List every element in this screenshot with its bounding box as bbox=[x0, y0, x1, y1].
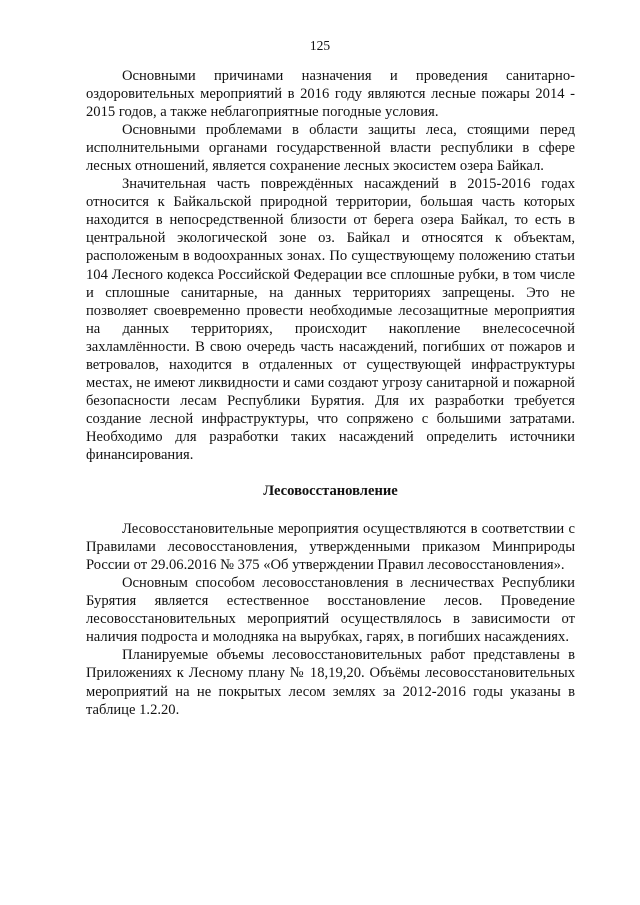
paragraph-planned-volumes: Планируемые объемы лесовосстановительных работ представлены в Приложениях к Лесному плану № 18,19,20. Объёмы лесовосстановительных мероприятий на не покрытых лесом землях за 2012-2016 годы указаны в таблице 1.2.20. bbox=[86, 647, 575, 718]
paragraph-protection-problems: Основными проблемами в области защиты леса, стоящими перед исполнительными органами государственной власти республики в сфере лесных отношений, является сохранение лесных экосистем озера Байкал. bbox=[86, 122, 575, 175]
paragraph-reforestation-method: Основным способом лесовосстановления в лесничествах Республики Бурятия является естественное восстановление лесов. Проведение лесовосстановительных мероприятий осуществлялось в зависимости от наличия подроста и молодняка на вырубках, гарях, в погибших насаждениях. bbox=[86, 575, 575, 646]
document-body bbox=[86, 67, 575, 719]
paragraph-damaged-stands: Значительная часть повреждённых насаждений в 2015-2016 годах относится к Байкальской природной территории, большая часть которых находится в непосредственной близости от берега озера Байкал, то есть в центральной экологической зоне оз. Байкал и относятся к объектам, расположеным в водоохранных зонах. По существующему положению статьи 104 Лесного кодекса Российской Федерации все сплошные рубки, в том числе и сплошные санитарные, на данных территориях запрещены. Это не позволяет своевременно провести необходимые лесозащитные мероприятия на данных территориях, происходит накопление внелесосечной захламлённости. В свою очередь часть насаждений, погибших от пожаров и ветровалов, находится в отдаленных от существующей инфраструктуры местах, не имеют ликвидности и сами создают угрозу санитарной и пожарной безопасности лесам Республики Бурятия. Для их разработки требуется создание лесной инфраструктуры, что сопряжено с большими затратами. Необходимо для разработки таких насаждений определить источники финансирования. bbox=[86, 176, 575, 463]
paragraph-sanitary-reasons: Основными причинами назначения и проведения санитарно-оздоровительных мероприятий в 2016 году являются лесные пожары 2014 - 2015 годов, а также неблагоприятные погодные условия. bbox=[86, 68, 575, 121]
paragraph-reforestation-rules: Лесовосстановительные мероприятия осуществляются в соответствии с Правилами лесовосстановления, утвержденными приказом Минприроды России от 29.06.2016 № 375 «Об утверждении Правил лесовосстановления». bbox=[86, 521, 575, 574]
section-heading: Лесовосстановление bbox=[263, 483, 398, 500]
page-number: 125 bbox=[309, 38, 331, 53]
